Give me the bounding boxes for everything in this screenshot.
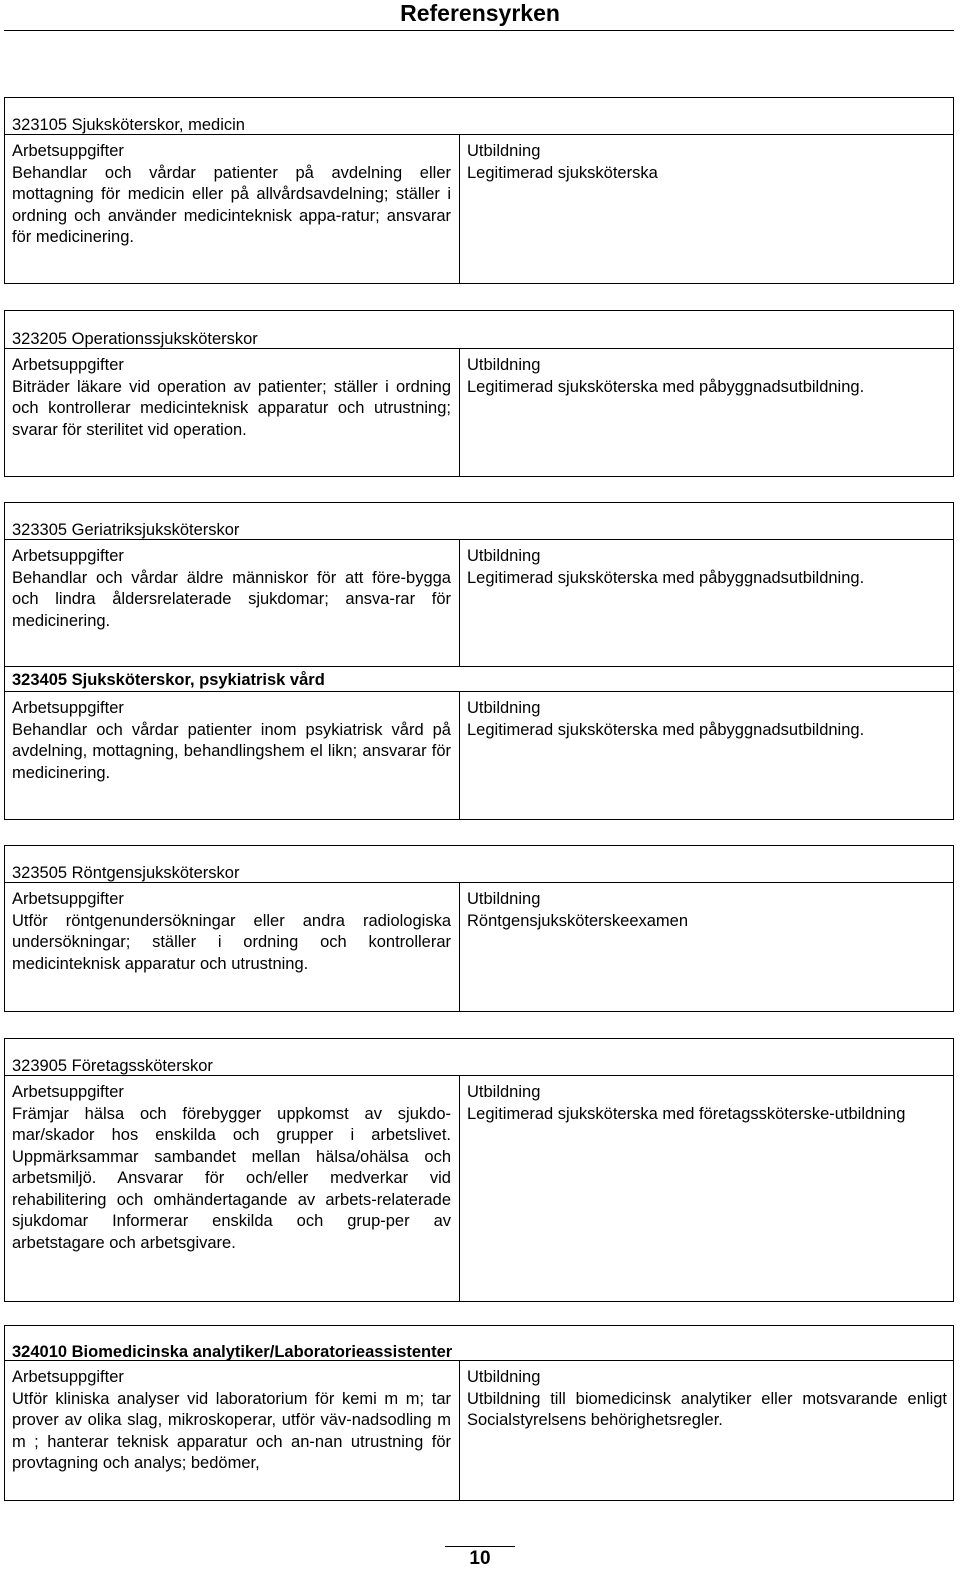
occupation-heading: 323405 Sjuksköterskor, psykiatrisk vård	[12, 671, 325, 689]
occupation-detail-row	[5, 882, 953, 1011]
occupation-block	[4, 310, 954, 477]
tasks-cell	[5, 349, 460, 476]
education-label: Utbildning	[467, 547, 541, 565]
education-text: Legitimerad sjuksköterska	[467, 163, 658, 182]
tasks-cell	[5, 1076, 460, 1301]
education-cell	[460, 540, 953, 666]
occupation-heading-cell	[5, 669, 953, 691]
education-text: Legitimerad sjuksköterska med påbyggnadsutbildning.	[467, 568, 865, 587]
education-cell	[460, 883, 953, 1011]
tasks-text: Behandlar och vårdar äldre människor för att före-bygga och lindra åldersrelaterade sjukdomar; ansva-rar för medicinering.	[12, 568, 451, 630]
occupation-detail-row	[5, 348, 953, 476]
tasks-cell	[5, 1361, 460, 1500]
occupation-block	[4, 845, 954, 1012]
education-text: Utbildning till biomedicinsk analytiker eller motsvarande enligt Socialstyrelsens behörighetsregler.	[467, 1389, 947, 1429]
page-number: 10	[469, 1548, 491, 1569]
education-cell	[460, 692, 953, 819]
tasks-text: Utför röntgenundersökningar eller andra radiologiska undersökningar; ställer i ordning och kontrollerar medicinteknisk apparatur och utrustning.	[12, 911, 451, 973]
occupation-detail-row	[5, 539, 953, 667]
tasks-cell	[5, 883, 460, 1011]
occupation-detail-row	[5, 1360, 953, 1500]
occupation-heading: 323205 Operationssjuksköterskor	[12, 329, 258, 348]
tasks-text: Behandlar och vårdar patienter på avdelning eller mottagning för medicin eller på allvårdsavdelning; ställer i ordning och använder medicinteknisk appa-ratur; ansvarar för medicinering.	[12, 163, 451, 246]
education-cell	[460, 135, 953, 283]
tasks-cell	[5, 135, 460, 283]
tasks-text: Behandlar och vårdar patienter inom psykiatrisk vård på avdelning, mottagning, behandlingshem el likn; ansvarar för medicinering.	[12, 720, 451, 782]
occupation-detail-row	[5, 691, 953, 819]
tasks-text: Främjar hälsa och förebygger uppkomst av sjukdo-mar/skador hos enskilda och grupper i arbetslivet. Uppmärksammar sambandet mellan hälsa/ohälsa och arbetsmiljö. Ansvarar för och/eller medverkar vid rehabilitering och omhändertagande av arbets-relaterade sjukdomar Informerar enskilda och grup-per av arbetstagare och arbetsgivare.	[12, 1104, 451, 1252]
tasks-cell	[5, 540, 460, 666]
tasks-text: Utför kliniska analyser vid laboratorium för kemi m m; tar prover av olika slag, mikroskoperar, utför väv-nadsodling m m ; hanterar teknisk apparatur och an-nan utrustning för provtagning och analys; bedömer,	[12, 1389, 451, 1472]
tasks-label: Arbetsuppgifter	[12, 142, 124, 160]
tasks-cell	[5, 692, 460, 819]
education-cell	[460, 349, 953, 476]
occupation-detail-row	[5, 134, 953, 283]
page-title: Referensyrken	[400, 0, 560, 26]
occupation-detail-row	[5, 1075, 953, 1301]
tasks-label: Arbetsuppgifter	[12, 1083, 124, 1101]
education-label: Utbildning	[467, 1368, 541, 1386]
tasks-label: Arbetsuppgifter	[12, 699, 124, 717]
tasks-label: Arbetsuppgifter	[12, 356, 124, 374]
footer-divider	[445, 1546, 515, 1547]
tasks-label: Arbetsuppgifter	[12, 547, 124, 565]
occupation-block	[4, 502, 954, 820]
occupation-block	[4, 1325, 954, 1501]
occupation-heading: 323105 Sjuksköterskor, medicin	[12, 116, 245, 134]
education-label: Utbildning	[467, 356, 541, 374]
occupation-heading: 323305 Geriatriksjuksköterskor	[12, 520, 240, 539]
tasks-text: Biträder läkare vid operation av patienter; ställer i ordning och kontrollerar medicinteknisk apparatur och utrustning; svarar för sterilitet vid operation.	[12, 377, 451, 439]
occupation-heading: 324010 Biomedicinska analytiker/Laboratorieassistenter	[12, 1343, 453, 1361]
education-label: Utbildning	[467, 142, 541, 160]
occupation-block	[4, 97, 954, 284]
occupation-heading: 323905 Företagssköterskor	[12, 1057, 213, 1075]
education-label: Utbildning	[467, 890, 541, 908]
education-cell	[460, 1076, 953, 1301]
tasks-label: Arbetsuppgifter	[12, 890, 124, 908]
occupation-block	[4, 1038, 954, 1302]
education-text: Legitimerad sjuksköterska med påbyggnadsutbildning.	[467, 377, 865, 396]
education-text: Röntgensjuksköterskeexamen	[467, 911, 689, 930]
education-text: Legitimerad sjuksköterska med företagssköterske-utbildning	[467, 1104, 906, 1123]
header-divider	[4, 30, 954, 31]
occupation-heading: 323505 Röntgensjuksköterskor	[12, 864, 240, 882]
education-label: Utbildning	[467, 1083, 541, 1101]
education-label: Utbildning	[467, 699, 541, 717]
education-cell	[460, 1361, 953, 1500]
tasks-label: Arbetsuppgifter	[12, 1368, 124, 1386]
education-text: Legitimerad sjuksköterska med påbyggnadsutbildning.	[467, 720, 865, 739]
